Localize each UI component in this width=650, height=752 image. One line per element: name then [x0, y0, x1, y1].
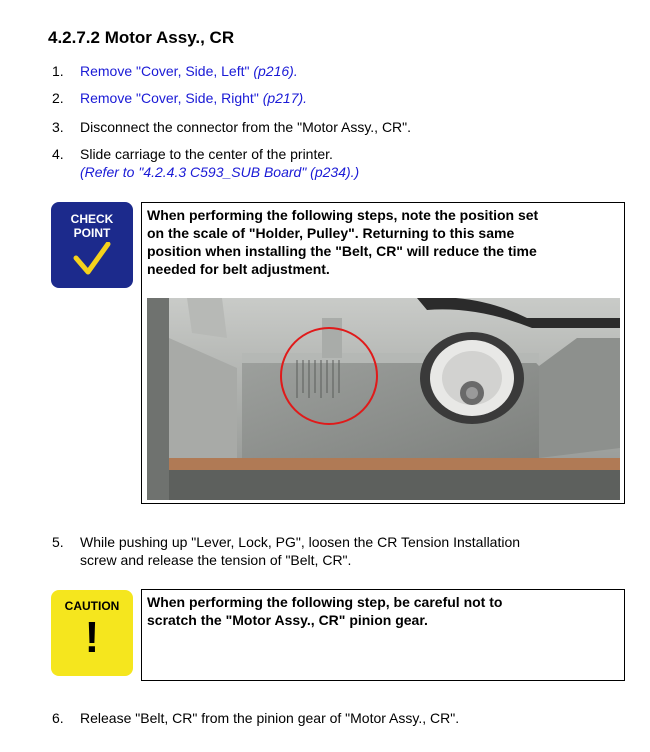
step-number: 6.	[52, 710, 64, 726]
checkmark-icon	[72, 242, 112, 276]
note-line: scratch the "Motor Assy., CR" pinion gear.	[147, 612, 428, 628]
caution-icon-label: CAUTION	[64, 599, 120, 613]
step-number: 5.	[52, 534, 64, 550]
page-ref-link[interactable]: (p216).	[253, 63, 298, 79]
note-line: needed for belt adjustment.	[147, 261, 330, 277]
step-number: 4.	[52, 146, 64, 162]
check-point-icon-label: CHECK	[70, 212, 114, 226]
page-ref-link[interactable]: (p217).	[262, 90, 308, 106]
step-3	[52, 118, 411, 136]
step-5	[52, 533, 520, 569]
step-text: Release "Belt, CR" from the pinion gear of "Motor Assy., CR".	[80, 710, 460, 726]
step-6	[52, 709, 459, 727]
check-point-icon	[51, 202, 133, 288]
check-point-icon-label: POINT	[73, 226, 111, 240]
step-text: Disconnect the connector from the "Motor Assy., CR".	[80, 119, 412, 135]
remove-cover-side-right-link[interactable]: Remove "Cover, Side, Right"	[80, 90, 259, 106]
section-heading: 4.2.7.2 Motor Assy., CR	[48, 28, 235, 47]
note-line: position when installing the "Belt, CR" will reduce the time	[147, 243, 537, 259]
step-2	[52, 89, 307, 107]
remove-cover-side-left-link[interactable]: Remove "Cover, Side, Left"	[80, 63, 250, 79]
note-line: When performing the following step, be careful not to	[147, 594, 503, 610]
exclamation-icon: !	[84, 613, 100, 662]
caution-note	[141, 589, 625, 681]
step-text: While pushing up "Lever, Lock, PG", loosen the CR Tension Installation	[80, 534, 521, 550]
caution-icon	[51, 590, 133, 676]
step-4	[52, 145, 359, 181]
board-ref-link[interactable]: (Refer to "4.2.4.3 C593_SUB Board" (p234).)	[80, 164, 360, 180]
step-text: screw and release the tension of "Belt, CR".	[80, 552, 352, 568]
step-number: 2.	[52, 90, 64, 106]
step-number: 3.	[52, 119, 64, 135]
step-1	[52, 62, 298, 80]
holder-pulley-photo	[147, 298, 620, 500]
note-line: on the scale of "Holder, Pulley". Returning to this same	[147, 225, 515, 241]
note-line: When performing the following steps, note the position set	[147, 207, 539, 223]
step-text: Slide carriage to the center of the printer.	[80, 146, 333, 162]
step-number: 1.	[52, 63, 64, 79]
